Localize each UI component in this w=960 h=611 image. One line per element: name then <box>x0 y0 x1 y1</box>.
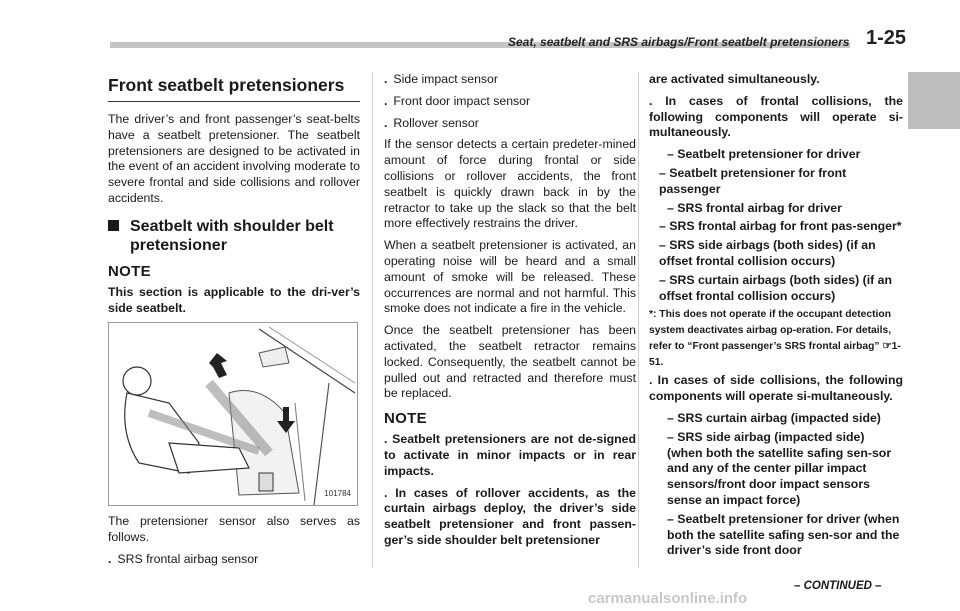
continued-label: – CONTINUED – <box>794 580 882 592</box>
continued-text: are activated simultaneously. <box>649 72 820 86</box>
section-title: Seat, seatbelt and SRS airbags/Front seatbelt pretensioners <box>508 35 850 49</box>
seatbelt-figure <box>108 322 358 506</box>
chapter-tab <box>908 72 960 129</box>
note-label: NOTE <box>384 410 427 428</box>
note-item: . Seatbelt pretensioners are not de-signed to activate in minor impacts or in rear impacts. <box>384 432 636 478</box>
page-number: 1-25 <box>866 27 907 49</box>
subsection-heading: Seatbelt with shoulder belt pretensioner <box>108 217 360 255</box>
list-item: – SRS curtain airbags (both sides) (if an offset frontal collision occurs) <box>659 272 892 303</box>
paragraph: If the sensor detects a certain predeter-mined amount of force during frontal or side collisions or rollover accidents, the front seatbelt is quickly drawn back in by the retractor to take up the slack so that the belt more effectively restrains the driver. <box>384 137 636 231</box>
list-item: – Seatbelt pretensioner for driver (when both the satellite safing sen-sor and the driver’s side front door <box>667 511 900 558</box>
list-item: . Front door impact sensor <box>384 93 531 108</box>
figure-id: 101784 <box>324 488 351 498</box>
column-1 <box>108 72 360 574</box>
square-bullet-icon <box>108 220 119 231</box>
list-item: – SRS side airbags (both sides) (if an offset frontal collision occurs) <box>659 238 876 268</box>
column-2 <box>384 72 636 555</box>
paragraph: Once the seatbelt pretensioner has been activated, the seatbelt retractor remains locked. Consequently, the seatbelt cannot be pulled out and retracted and therefore must be replaced. <box>384 323 636 401</box>
list-item: . Side impact sensor <box>384 72 498 86</box>
note-text: This section is applicable to the dri-ver’s side seatbelt. <box>108 284 360 315</box>
list-item: – SRS frontal airbag for front pas-senger* <box>659 219 902 234</box>
driver-seatbelt-illustration <box>109 323 357 505</box>
column-divider <box>638 72 639 568</box>
page-title: Front seatbelt pretensioners <box>108 74 360 102</box>
list-item: – Seatbelt pretensioner for driver <box>667 147 861 162</box>
column-3 <box>649 72 903 562</box>
sensor-text: The pretensioner sensor also serves as follows. <box>108 514 360 545</box>
watermark: carmanualsonline.info <box>588 590 748 607</box>
paragraph: When a seatbelt pretensioner is activated, an operating noise will be heard and a small amount of smoke will be released. These occurrences are normal and not harmful. This smoke does not indicate a fire in the vehicle. <box>384 238 636 316</box>
side-intro: . In cases of side collisions, the following components will operate si-multaneously. <box>649 373 903 404</box>
note-label: NOTE <box>108 262 151 280</box>
list-item: – SRS frontal airbag for driver <box>667 200 842 215</box>
list-item: – SRS side airbag (impacted side) (when both the satellite safing sen-sor and any of the center pillar impact sensors/front door impact sensors sense an impact force) <box>667 429 892 507</box>
note-item: . In cases of rollover accidents, as the curtain airbags deploy, the driver’s side seatbelt pretensioner and front passen-ger’s side shoulder belt pretensioner <box>384 485 636 547</box>
list-item: – SRS curtain airbag (impacted side) <box>667 410 881 425</box>
list-item: . SRS frontal airbag sensor <box>108 551 259 566</box>
column-divider <box>372 72 373 568</box>
list-item: – Seatbelt pretensioner for front passenger <box>659 165 847 196</box>
list-item: . Rollover sensor <box>384 115 479 130</box>
footnote: *: This does not operate if the occupant detection system deactivates airbag op-eration. For details, refer to “Front passenger’s SRS frontal airbag” ☞1-51. <box>649 309 901 369</box>
frontal-intro: . In cases of frontal collisions, the following components will operate si-multaneously. <box>649 93 903 140</box>
intro-paragraph: The driver’s and front passenger’s seat-belts have a seatbelt pretensioner. The seatbelt pretensioners are designed to be activated in the event of an accident involving moderate to severe frontal and side collisions and rollover accidents. <box>108 112 360 205</box>
